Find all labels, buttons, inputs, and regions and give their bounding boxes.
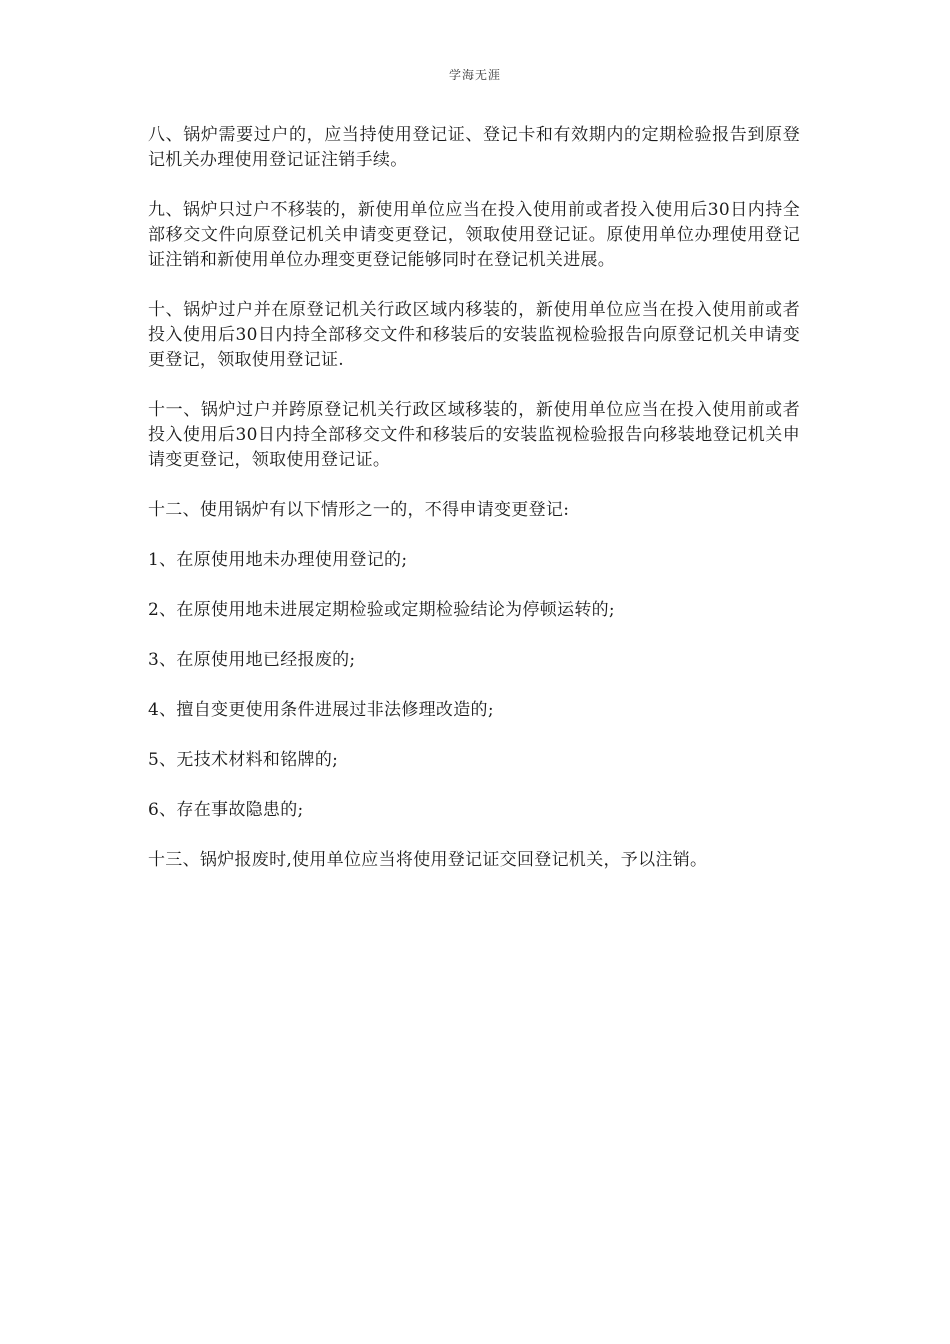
paragraph-8: 八、锅炉需要过户的，应当持使用登记证、登记卡和有效期内的定期检验报告到原登记机关办理使用登记证注销手续。 bbox=[148, 125, 800, 170]
list-item-3: 3、在原使用地已经报废的; bbox=[148, 650, 356, 670]
page-header: 学海无涯 bbox=[448, 68, 501, 82]
paragraph-10: 十、锅炉过户并在原登记机关行政区域内移装的，新使用单位应当在投入使用前或者投入使用后30日内持全部移交文件和移装后的安装监视检验报告向原登记机关申请变更登记，领取使用登记证. bbox=[148, 300, 800, 370]
list-item-4: 4、擅自变更使用条件进展过非法修理改造的; bbox=[148, 700, 494, 720]
paragraph-9: 九、锅炉只过户不移装的，新使用单位应当在投入使用前或者投入使用后30日内持全部移交文件向原登记机关申请变更登记，领取使用登记证。原使用单位办理使用登记证注销和新使用单位办理变更登记能够同时在登记机关进展。 bbox=[148, 200, 800, 270]
list-item-1: 1、在原使用地未办理使用登记的; bbox=[148, 550, 408, 570]
list-item-5: 5、无技术材料和铭牌的; bbox=[148, 750, 339, 770]
paragraph-13: 十三、锅炉报废时,使用单位应当将使用登记证交回登记机关，予以注销。 bbox=[148, 850, 708, 870]
paragraph-11: 十一、锅炉过户并跨原登记机关行政区域移装的，新使用单位应当在投入使用前或者投入使用后30日内持全部移交文件和移装后的安装监视检验报告向移装地登记机关申请变更登记，领取使用登记证。 bbox=[148, 400, 800, 470]
document-body bbox=[148, 123, 800, 898]
list-item-6: 6、存在事故隐患的; bbox=[148, 800, 304, 820]
list-item-2: 2、在原使用地未进展定期检验或定期检验结论为停顿运转的; bbox=[148, 600, 615, 620]
paragraph-12: 十二、使用锅炉有以下情形之一的，不得申请变更登记: bbox=[148, 500, 570, 520]
